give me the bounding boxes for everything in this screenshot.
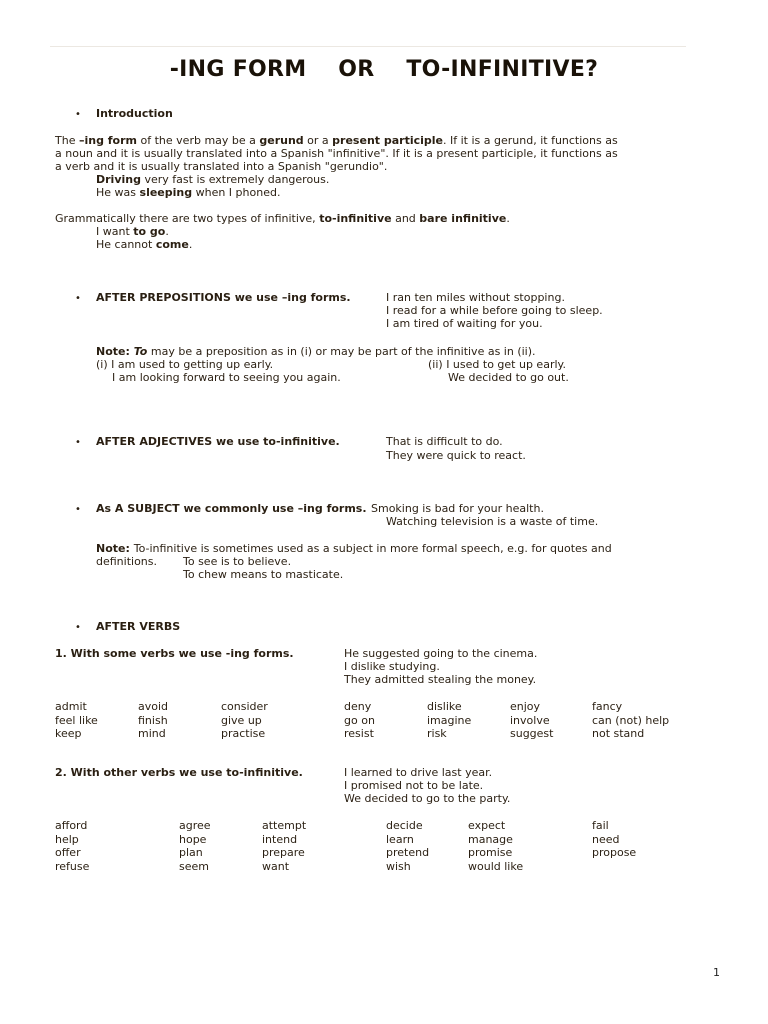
- list-item: dislike: [427, 700, 462, 713]
- verbs-inf-column: [179, 819, 211, 873]
- list-item: risk: [427, 727, 447, 740]
- verbs-ing-example-1: He suggested going to the cinema.: [344, 647, 538, 660]
- prepositions-note: Note: To may be a preposition as in (i) or may be part of the infinitive as in (ii).: [96, 345, 536, 358]
- verbs-inf-heading: 2. With other verbs we use to-infinitive.: [55, 766, 303, 779]
- top-rule: [50, 46, 686, 47]
- prepositions-example-3: I am tired of waiting for you.: [386, 317, 543, 330]
- intro-example-2: He was sleeping when I phoned.: [96, 186, 281, 199]
- list-item: propose: [592, 846, 637, 859]
- list-item: can (not) help: [592, 713, 670, 727]
- verbs-ing-column: [138, 700, 168, 741]
- list-item: seem: [179, 859, 209, 873]
- list-item: help: [55, 832, 79, 846]
- list-item: refuse: [55, 859, 90, 873]
- bullet-icon: •: [75, 437, 81, 448]
- prepositions-note-example-i2: I am looking forward to seeing you again.: [112, 371, 341, 384]
- intro-heading: Introduction: [96, 107, 173, 120]
- list-item: consider: [221, 700, 268, 713]
- list-item: manage: [468, 832, 513, 846]
- list-item: not stand: [592, 727, 645, 740]
- prepositions-example-2: I read for a while before going to sleep.: [386, 304, 603, 317]
- list-item: go on: [344, 713, 375, 727]
- list-item: afford: [55, 819, 88, 832]
- verbs-inf-example-3: We decided to go to the party.: [344, 792, 511, 805]
- list-item: fail: [592, 819, 609, 832]
- verbs-heading: AFTER VERBS: [96, 620, 181, 633]
- verbs-ing-example-3: They admitted stealing the money.: [344, 673, 537, 686]
- prepositions-note-example-i: (i) I am used to getting up early.: [96, 358, 274, 371]
- verbs-ing-column: [427, 700, 471, 741]
- verbs-ing-column: [221, 700, 268, 741]
- list-item: promise: [468, 846, 513, 859]
- list-item: feel like: [55, 713, 98, 727]
- subject-heading: As A SUBJECT we commonly use –ing forms.: [96, 502, 367, 515]
- adjectives-example-1: That is difficult to do.: [386, 435, 503, 448]
- list-item: involve: [510, 713, 550, 727]
- verbs-ing-heading: 1. With some verbs we use -ing forms.: [55, 647, 294, 660]
- list-item: decide: [386, 819, 423, 832]
- prepositions-note-example-ii2: We decided to go out.: [448, 371, 569, 384]
- list-item: mind: [138, 727, 166, 740]
- verbs-ing-example-2: I dislike studying.: [344, 660, 440, 673]
- verbs-inf-column: [386, 819, 429, 873]
- intro-example-3: I want to go.: [96, 225, 169, 238]
- list-item: offer: [55, 846, 81, 859]
- bullet-icon: •: [75, 504, 81, 515]
- list-item: imagine: [427, 713, 472, 727]
- subject-note: Note: To-infinitive is sometimes used as a subject in more formal speech, e.g. for quotes and: [96, 542, 612, 555]
- subject-note-example-2: To chew means to masticate.: [183, 568, 344, 581]
- verbs-ing-column: [592, 700, 669, 741]
- list-item: give up: [221, 713, 262, 727]
- prepositions-note-example-ii: (ii) I used to get up early.: [428, 358, 566, 371]
- adjectives-heading: AFTER ADJECTIVES we use to-infinitive.: [96, 435, 340, 448]
- verbs-ing-column: [344, 700, 375, 741]
- list-item: attempt: [262, 819, 307, 832]
- list-item: hope: [179, 832, 207, 846]
- list-item: agree: [179, 819, 211, 832]
- intro-example-1: Driving very fast is extremely dangerous.: [96, 173, 330, 186]
- verbs-inf-column: [592, 819, 636, 860]
- list-item: plan: [179, 846, 203, 859]
- intro-example-4: He cannot come.: [96, 238, 193, 251]
- list-item: admit: [55, 700, 87, 713]
- list-item: expect: [468, 819, 506, 832]
- intro-paragraph-2: Grammatically there are two types of infinitive, to-infinitive and bare infinitive.: [55, 212, 510, 225]
- list-item: keep: [55, 727, 82, 740]
- verbs-ing-column: [55, 700, 98, 741]
- list-item: resist: [344, 727, 374, 740]
- subject-note-line2: definitions.: [96, 555, 158, 568]
- list-item: practise: [221, 727, 266, 740]
- list-item: wish: [386, 859, 411, 873]
- list-item: want: [262, 859, 290, 873]
- intro-paragraph-line1: The –ing form of the verb may be a gerund or a present participle. If it is a gerund, it functions as: [55, 134, 618, 147]
- verbs-inf-example-2: I promised not to be late.: [344, 779, 484, 792]
- intro-paragraph-line3: a verb and it is usually translated into a Spanish "gerundio".: [55, 160, 388, 173]
- list-item: fancy: [592, 700, 623, 713]
- subject-example-1: Smoking is bad for your health.: [371, 502, 544, 515]
- list-item: deny: [344, 700, 372, 713]
- verbs-inf-example-1: I learned to drive last year.: [344, 766, 493, 779]
- bullet-icon: •: [75, 109, 81, 120]
- verbs-inf-column: [468, 819, 523, 873]
- list-item: need: [592, 832, 620, 846]
- intro-paragraph-line2: a noun and it is usually translated into a Spanish "infinitive". If it is a present participle, it functions as: [55, 147, 618, 160]
- subject-example-2: Watching television is a waste of time.: [386, 515, 599, 528]
- list-item: pretend: [386, 846, 430, 859]
- prepositions-example-1: I ran ten miles without stopping.: [386, 291, 565, 304]
- list-item: intend: [262, 832, 298, 846]
- list-item: prepare: [262, 846, 305, 859]
- list-item: would like: [468, 859, 524, 873]
- bullet-icon: •: [75, 293, 81, 304]
- list-item: finish: [138, 713, 168, 727]
- verbs-ing-column: [510, 700, 553, 741]
- list-item: avoid: [138, 700, 169, 713]
- subject-note-example-1: To see is to believe.: [183, 555, 292, 568]
- verbs-inf-column: [55, 819, 89, 873]
- verbs-inf-column: [262, 819, 306, 873]
- bullet-icon: •: [75, 622, 81, 633]
- list-item: suggest: [510, 727, 554, 740]
- page-number: 1: [713, 966, 720, 979]
- list-item: enjoy: [510, 700, 541, 713]
- list-item: learn: [386, 832, 414, 846]
- prepositions-heading: AFTER PREPOSITIONS we use –ing forms.: [96, 291, 351, 304]
- adjectives-example-2: They were quick to react.: [386, 449, 526, 462]
- page-title: -ING FORM OR TO-INFINITIVE?: [169, 57, 599, 82]
